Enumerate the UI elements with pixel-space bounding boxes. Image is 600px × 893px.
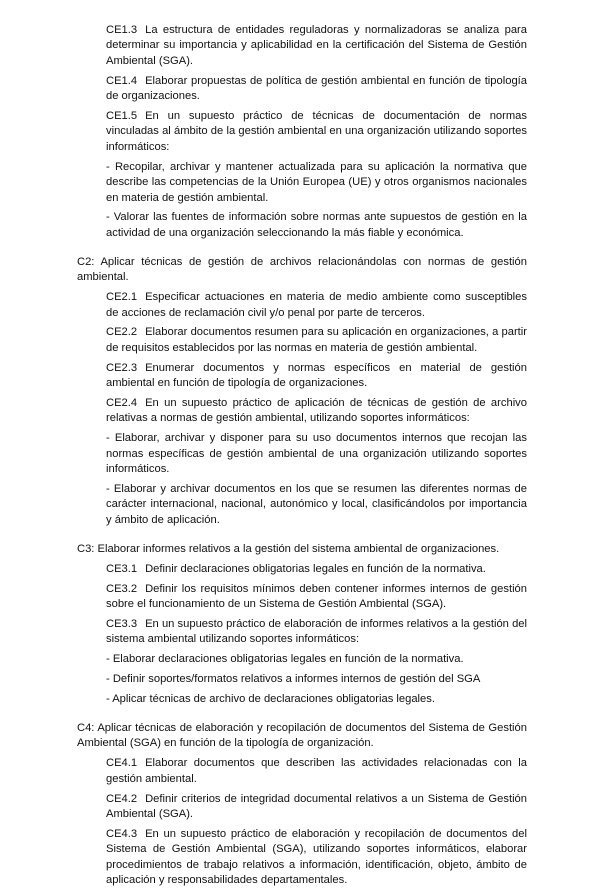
ce-code: CE3.3 bbox=[106, 617, 138, 630]
document-page bbox=[77, 23, 527, 893]
criterion-c2-title: C2: Aplicar técnicas de gestión de archivos relacionándolas con normas de gestión ambiental. bbox=[77, 255, 527, 284]
ce-item bbox=[106, 617, 527, 648]
criterion-c3-title: C3: Elaborar informes relativos a la gestión del sistema ambiental de organizaciones. bbox=[77, 542, 500, 555]
ce-item bbox=[106, 361, 527, 392]
ce-text: Definir criterios de integridad documental relativos a un Sistema de Gestión Ambiental (SGA). bbox=[106, 792, 527, 820]
ce-code: CE2.2 bbox=[106, 326, 138, 339]
bullet-item: - Elaborar, archivar y disponer para su uso documentos internos que recojan las normas específicas de gestión ambiental de una organización utilizando soportes informáticos. bbox=[106, 432, 527, 476]
ce-code: CE4.2 bbox=[106, 792, 138, 805]
ce-text: Definir declaraciones obligatorias legales en función de la normativa. bbox=[145, 562, 486, 575]
bullet-item: - Definir soportes/formatos relativos a informes internos de gestión del SGA bbox=[106, 673, 481, 686]
ce-text: Elaborar propuestas de política de gestión ambiental en función de tipología de organizaciones. bbox=[106, 74, 527, 103]
criterion-c3-items bbox=[106, 562, 527, 708]
ce-code: CE3.2 bbox=[106, 582, 138, 595]
ce-code: CE2.1 bbox=[106, 291, 138, 304]
criterion-c4-items bbox=[106, 756, 527, 888]
bullet-item: - Elaborar y archivar documentos en los que se resumen las diferentes normas de carácter internacional, nacional, autonómico y local, clasificándolos por importancia y ámbito de aplicación. bbox=[106, 483, 527, 526]
ce-code: CE1.3 bbox=[106, 24, 138, 36]
ce-item bbox=[106, 827, 527, 889]
ce-item bbox=[106, 290, 527, 321]
ce-item bbox=[106, 582, 527, 613]
ce-item bbox=[106, 23, 527, 69]
ce-item bbox=[106, 756, 527, 787]
ce-item bbox=[106, 562, 527, 577]
ce-item bbox=[106, 792, 527, 823]
ce-text: En un supuesto práctico de aplicación de técnicas de gestión de archivo relativas a normas de gestión ambiental, utilizando soportes informáticos: bbox=[106, 397, 527, 425]
ce-item bbox=[106, 325, 527, 356]
ce-item bbox=[106, 74, 527, 105]
ce-item bbox=[106, 396, 527, 427]
ce-text: Especificar actuaciones en materia de medio ambiente como susceptibles de acciones de reclamación civil y/o penal por parte de terceros. bbox=[106, 291, 527, 319]
ce-code: CE4.1 bbox=[106, 757, 138, 770]
ce-text: En un supuesto práctico de elaboración y recopilación de documentos del Sistema de Gestión Ambiental (SGA), utilizando soportes informáticos, elaborar procedimientos de trabajo relativos a información, identificación, objeto, ámbito de aplicación y responsabilidades departamentales. bbox=[106, 827, 527, 887]
criterion-c2-items bbox=[106, 290, 527, 528]
ce-code: CE2.3 bbox=[106, 361, 138, 374]
ce-text: En un supuesto práctico de técnicas de documentación de normas vinculadas al ámbito de la gestión ambiental en una organización utilizando soportes informáticos: bbox=[106, 110, 527, 153]
bullet-item: - Recopilar, archivar y mantener actualizada para su aplicación la normativa que describe las competencias de la Unión Europea (UE) y otros organismos nacionales en materia de gestión ambiental. bbox=[106, 160, 527, 204]
ce-code: CE2.4 bbox=[106, 397, 138, 410]
ce-item bbox=[106, 109, 527, 155]
ce-text: Elaborar documentos que describen las actividades relacionadas con la gestión ambiental. bbox=[106, 757, 527, 785]
ce-code: CE3.1 bbox=[106, 562, 138, 575]
bullet-item: - Elaborar declaraciones obligatorias legales en función de la normativa. bbox=[106, 653, 464, 666]
ce-text: Definir los requisitos mínimos deben contener informes internos de gestión sobre el funcionamiento de un Sistema de Gestión Ambiental (SGA). bbox=[106, 582, 527, 610]
bullet-item: - Aplicar técnicas de archivo de declaraciones obligatorias legales. bbox=[106, 693, 435, 706]
bullet-item: - Valorar las fuentes de información sobre normas ante supuestos de gestión en la actividad de una organización seleccionando la más fiable y económica. bbox=[106, 211, 527, 239]
ce-code: CE4.3 bbox=[106, 827, 138, 840]
ce-code: CE1.4 bbox=[106, 74, 138, 87]
criterion-c1-items bbox=[106, 23, 527, 241]
ce-text: Enumerar documentos y normas específicos en material de gestión ambiental en función de tipología de organizaciones. bbox=[106, 361, 527, 390]
ce-text: La estructura de entidades reguladoras y normalizadoras se analiza para determinar su importancia y aplicabilidad en la certificación del Sistema de Gestión Ambiental (SGA). bbox=[106, 24, 527, 67]
criterion-c4-title: C4: Aplicar técnicas de elaboración y recopilación de documentos del Sistema de Gestión Ambiental (SGA) en función de la tipología de organización. bbox=[77, 721, 527, 750]
ce-text: Elaborar documentos resumen para su aplicación en organizaciones, a partir de requisitos establecidos por las normas en materia de gestión ambiental. bbox=[106, 326, 527, 354]
ce-text: En un supuesto práctico de elaboración de informes relativos a la gestión del sistema ambiental utilizando soportes informáticos: bbox=[106, 617, 527, 646]
ce-code: CE1.5 bbox=[106, 110, 138, 123]
